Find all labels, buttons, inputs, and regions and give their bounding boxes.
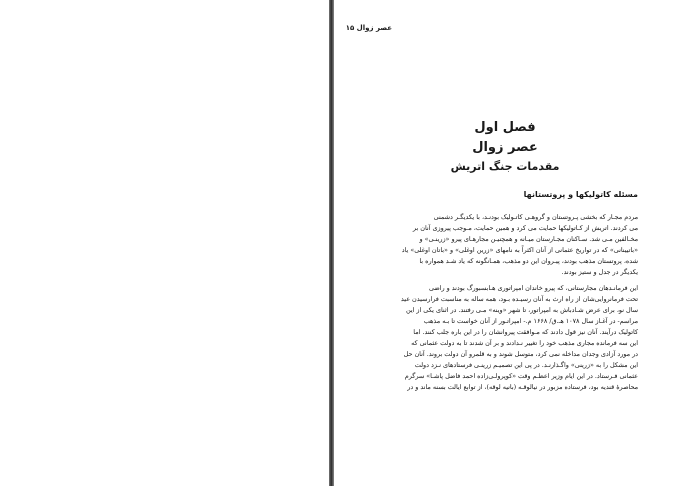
chapter-number: فصل اول <box>474 120 536 135</box>
body-text <box>362 212 638 393</box>
text-line: این مشکل را به «زرینی» واگـذارنـد. در پی این تصمیـم زرینـی فرستادهای نـزد دولت <box>414 361 638 369</box>
text-line: کاتولیک درآیند. آنان نیز قول دادند که مـوافقت پیروانشان را در این باره جلب کنند. اما <box>413 328 638 336</box>
text-line: سال نو، برای عرض شـادباش به امپراتور، تا شهر «وینه» مـی رفتند. در اثنای یکی از این <box>405 306 638 314</box>
text-line: می کردند. اتریش از کـاتولیکها حمایت می کرد و همین حمایت، مـوجب پیروزی آنان بر <box>412 224 638 232</box>
running-title: عصر زوال ۱۵ <box>345 24 392 32</box>
text-line: مراسم- در آغـاز سال ۱۰۷۸ هـ.ق/ ۱۶۶۸ م.- امپراتـور از آنان خواست تا بـه مذهب <box>423 317 638 325</box>
text-line: تحت فرمانروایی‌شان از راه ارث به آنان رسیـده بـود، همه ساله به مناسبت فرارسیدن عید <box>400 295 638 303</box>
paragraph-1 <box>362 212 638 278</box>
text-line: یکدیگر در جدل و ستیز بودند. <box>561 268 638 276</box>
paragraph-2 <box>362 283 638 393</box>
text-line: مردم مجـار که بخشی پـروتستان و گروهـی کاتـولیک بودنـد، با یکدیگـر دشمنی <box>433 213 638 221</box>
text-line: شده، پروتستان مذهب بودند، پیـروان این دو مذهب، همـانگونه که یاد شـد همواره با <box>419 257 638 265</box>
text-line: مخـالفین مـی شد. سـاکنان مجـارستان میـانه و همچنیـن مجارهـای پیرو «زرینـی» و <box>419 235 638 243</box>
text-line: عثمانی فـرستاد. در این ایام وزیر اعظـم وقت «کوپرولـی‌زاده احمد فاضل پاشـا» سرگرم <box>404 372 638 380</box>
chapter-heading-block <box>370 118 640 176</box>
text-line: در مورد آزادی وجدان مداخله نمی کرد، متوسل شوند و به قلمرو آن دولت بروند. آنان حل <box>403 350 638 358</box>
section-heading: مسئله کاتولیکها و پروتستانها <box>523 190 638 199</box>
chapter-title: عصر زوال <box>472 140 538 155</box>
left-blank-page <box>0 0 330 486</box>
text-line: «باتیینانی» که در تواریخ عثمانی از آنان اکثراً به نامهای «زرین اوغلی» و «باتان اوغلی» یاد <box>401 246 638 254</box>
chapter-subtitle: مقدمات جنگ اتریش <box>450 160 560 173</box>
text-line: این سه فرمانده مجاری مذهب خود را تغییر نـدادند و بر آن شدند تا به دولت عثمانی که <box>411 339 638 347</box>
text-line: محاصرهٔ قندیه بود، فرستاده مزبور در نیالوقـه (بانیه لوقه)، از توابع ایالت بسنه ماند و در <box>407 383 638 391</box>
text-line: این فرمانـدهان مجارستانی، که پیرو خاندان امپراتوری هـابسبورگ بودند و راضی <box>428 284 638 292</box>
